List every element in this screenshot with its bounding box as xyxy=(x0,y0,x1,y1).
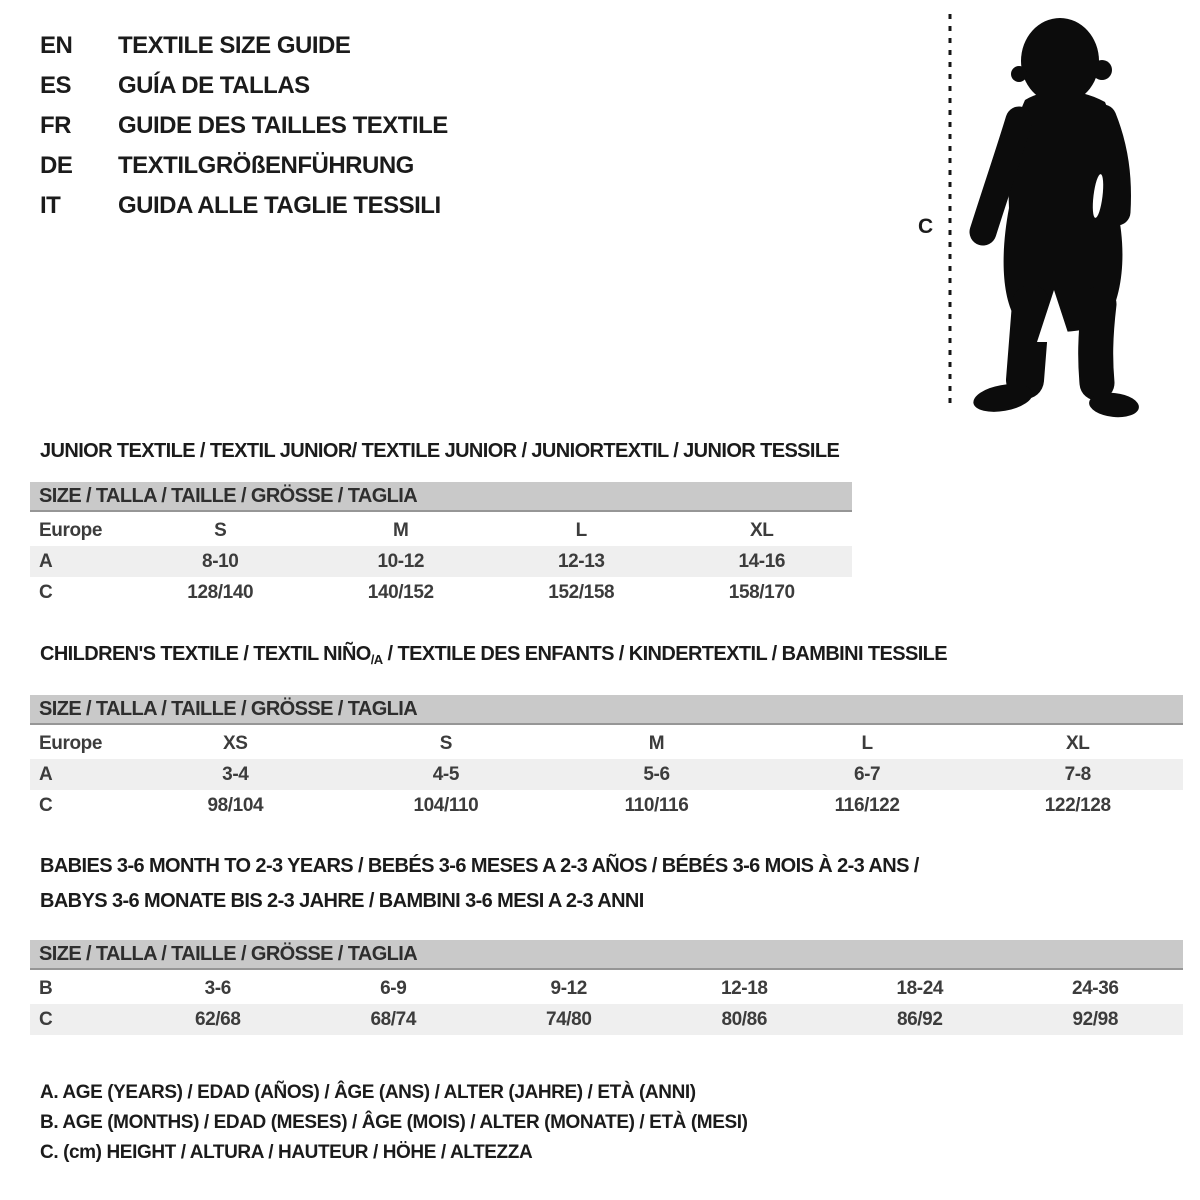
toddler-silhouette-graphic xyxy=(892,0,1142,422)
age-cell: 4-5 xyxy=(432,763,460,785)
age-cell: 3-4 xyxy=(222,763,249,785)
junior-section-heading: JUNIOR TEXTILE / TEXTIL JUNIOR/ TEXTILE JUNIOR / JUNIORTEXTIL / JUNIOR TESSILE xyxy=(40,440,840,462)
size-cell: XL xyxy=(1065,732,1090,754)
section-babies-textile xyxy=(30,849,1200,1035)
babies-size-table xyxy=(30,940,1183,1035)
height-measure-figure xyxy=(892,0,1142,422)
language-code: EN xyxy=(40,32,73,59)
age-cell: 6-7 xyxy=(853,763,881,785)
row-label: C xyxy=(39,581,53,603)
size-cell: L xyxy=(575,519,587,541)
toddler-silhouette xyxy=(971,18,1140,420)
row-label: C xyxy=(39,1008,53,1030)
months-cell: 3-6 xyxy=(204,977,231,999)
language-title: TEXTILE SIZE GUIDE xyxy=(118,32,351,59)
babies-heading-line1: BABIES 3-6 MONTH TO 2-3 YEARS / BEBÉS 3-6 MESES A 2-3 AÑOS / BÉBÉS 3-6 MOIS À 2-3 ANS / xyxy=(40,855,919,877)
height-cell: 68/74 xyxy=(370,1008,417,1030)
section-junior-textile xyxy=(30,440,1200,608)
language-row-es xyxy=(40,72,448,100)
height-cell: 104/110 xyxy=(413,794,479,816)
size-cell: M xyxy=(393,519,409,541)
table-row-height xyxy=(30,577,852,608)
height-cell: 122/128 xyxy=(1044,794,1111,816)
row-label: Europe xyxy=(39,519,103,541)
table-row-height xyxy=(30,1004,1183,1035)
height-cell: 80/86 xyxy=(721,1008,768,1030)
months-cell: 6-9 xyxy=(380,977,407,999)
height-cell: 92/98 xyxy=(1072,1008,1119,1030)
language-list xyxy=(30,0,448,422)
language-row-it xyxy=(40,192,448,220)
table-row-age xyxy=(30,546,852,577)
language-code: DE xyxy=(40,152,73,179)
table-row-height xyxy=(30,790,1183,821)
row-label: A xyxy=(39,550,53,572)
section-children-textile xyxy=(30,643,1200,821)
age-cell: 7-8 xyxy=(1064,763,1091,785)
language-title: GUIDE DES TAILLES TEXTILE xyxy=(118,112,448,139)
table-row-age xyxy=(30,759,1183,790)
age-cell: 5-6 xyxy=(643,763,670,785)
months-cell: 12-18 xyxy=(720,977,768,999)
row-label: Europe xyxy=(39,732,103,754)
height-cell: 62/68 xyxy=(194,1008,241,1030)
babies-section-heading xyxy=(40,849,1200,919)
height-cell: 128/140 xyxy=(187,581,254,603)
size-cell: M xyxy=(648,732,665,754)
language-row-de xyxy=(40,152,448,180)
legend xyxy=(40,1078,1200,1168)
row-label: A xyxy=(39,763,53,785)
size-cell: L xyxy=(861,732,873,754)
children-heading-prefix: CHILDREN'S TEXTILE / TEXTIL NIÑO xyxy=(40,643,371,665)
language-row-fr xyxy=(40,112,448,140)
height-measure-label: C xyxy=(918,215,934,238)
months-cell: 9-12 xyxy=(550,977,587,999)
language-row-en xyxy=(40,32,448,60)
height-cell: 140/152 xyxy=(367,581,434,603)
language-title: TEXTILGRÖßENFÜHRUNG xyxy=(118,152,414,179)
legend-line-a: A. AGE (YEARS) / EDAD (AÑOS) / ÂGE (ANS) / ALTER (JAHRE) / ETÀ (ANNI) xyxy=(40,1082,696,1103)
height-cell: 98/104 xyxy=(207,794,264,816)
table-row-months xyxy=(30,973,1183,1004)
months-cell: 18-24 xyxy=(896,977,944,999)
height-cell: 152/158 xyxy=(548,581,615,603)
height-cell: 158/170 xyxy=(728,581,795,603)
language-title: GUÍA DE TALLAS xyxy=(118,72,310,99)
age-cell: 8-10 xyxy=(202,550,239,572)
junior-size-table xyxy=(30,482,852,608)
size-cell: XS xyxy=(223,732,248,754)
language-code: FR xyxy=(40,112,71,139)
size-cell: S xyxy=(214,519,227,541)
children-heading-subscript: /A xyxy=(370,652,383,667)
row-label: C xyxy=(39,794,53,816)
size-cell: S xyxy=(439,732,453,754)
size-table-header: SIZE / TALLA / TAILLE / GRÖSSE / TAGLIA xyxy=(30,482,852,512)
table-row-europe xyxy=(30,515,852,546)
age-cell: 14-16 xyxy=(738,550,786,572)
table-row-europe xyxy=(30,728,1183,759)
height-cell: 110/116 xyxy=(624,794,689,816)
row-label: B xyxy=(39,977,53,999)
language-title: GUIDA ALLE TAGLIE TESSILI xyxy=(118,192,441,219)
language-code: ES xyxy=(40,72,72,99)
children-heading-suffix: / TEXTILE DES ENFANTS / KINDERTEXTIL / BAMBINI TESSILE xyxy=(382,643,948,665)
age-cell: 12-13 xyxy=(557,550,605,572)
language-code: IT xyxy=(40,192,61,219)
size-cell: XL xyxy=(750,519,774,541)
legend-line-c: C. (cm) HEIGHT / ALTURA / HAUTEUR / HÖHE / ALTEZZA xyxy=(40,1142,533,1163)
age-cell: 10-12 xyxy=(377,550,425,572)
legend-line-b: B. AGE (MONTHS) / EDAD (MESES) / ÂGE (MOIS) / ALTER (MONATE) / ETÀ (MESI) xyxy=(40,1112,748,1133)
children-section-heading xyxy=(40,643,1200,667)
size-table-header: SIZE / TALLA / TAILLE / GRÖSSE / TAGLIA xyxy=(30,695,1183,725)
height-cell: 86/92 xyxy=(896,1008,943,1030)
children-size-table xyxy=(30,695,1183,821)
height-cell: 74/80 xyxy=(545,1008,592,1030)
top-row xyxy=(30,0,1200,422)
height-cell: 116/122 xyxy=(834,794,900,816)
months-cell: 24-36 xyxy=(1071,977,1119,999)
size-table-header: SIZE / TALLA / TAILLE / GRÖSSE / TAGLIA xyxy=(30,940,1183,970)
babies-heading-line2: BABYS 3-6 MONATE BIS 2-3 JAHRE / BAMBINI 3-6 MESI A 2-3 ANNI xyxy=(40,890,644,912)
